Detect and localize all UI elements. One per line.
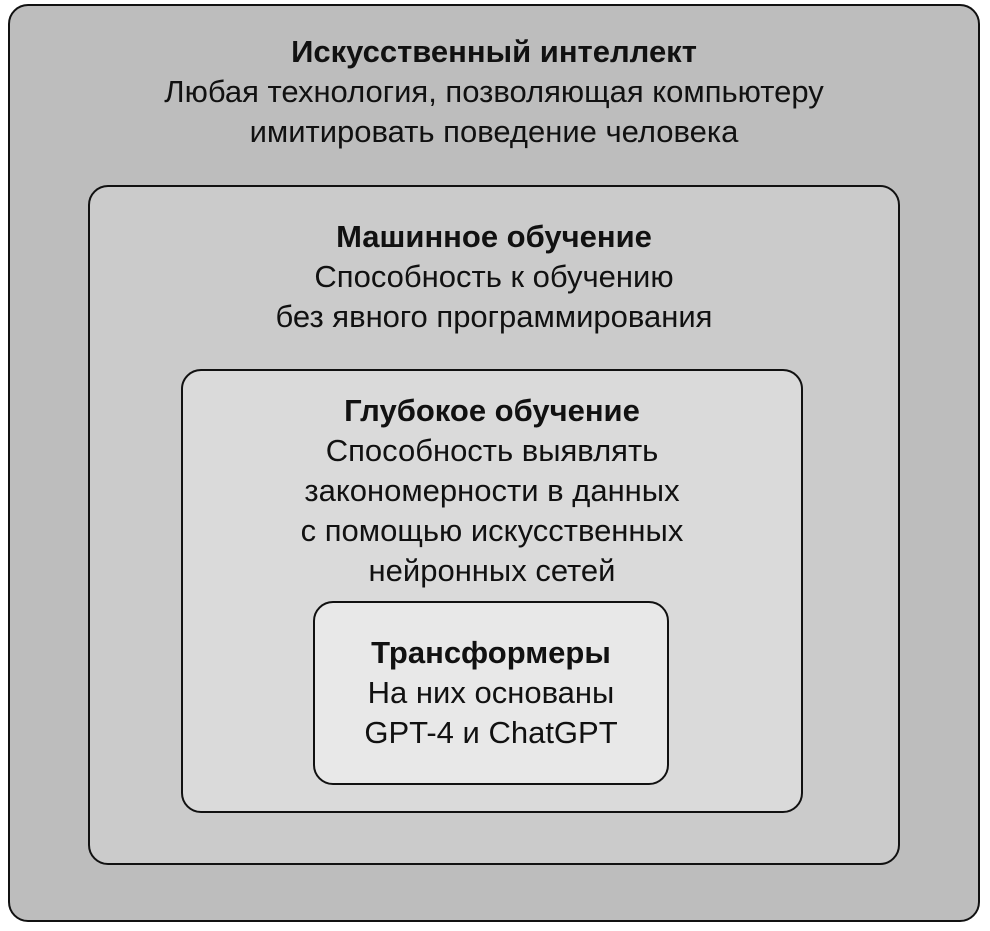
ml-description: Способность к обучению без явного программирования — [275, 259, 713, 334]
ai-label — [10, 32, 978, 152]
ai-description: Любая технология, позволяющая компьютеру имитировать поведение человека — [164, 74, 824, 149]
dl-label — [183, 391, 801, 591]
dl-title: Глубокое обучение — [344, 393, 640, 428]
transformers-description: На них основаны GPT-4 и ChatGPT — [364, 675, 618, 750]
ai-box — [8, 4, 980, 922]
ml-title: Машинное обучение — [336, 219, 652, 254]
ai-title: Искусственный интеллект — [291, 34, 697, 69]
dl-description: Способность выявлять закономерности в данных с помощью искусственных нейронных сетей — [300, 433, 684, 588]
transformers-label — [315, 633, 667, 753]
ml-label — [90, 217, 898, 337]
transformers-box — [313, 601, 669, 785]
ml-box — [88, 185, 900, 865]
dl-box — [181, 369, 803, 813]
transformers-title: Трансформеры — [371, 635, 611, 670]
